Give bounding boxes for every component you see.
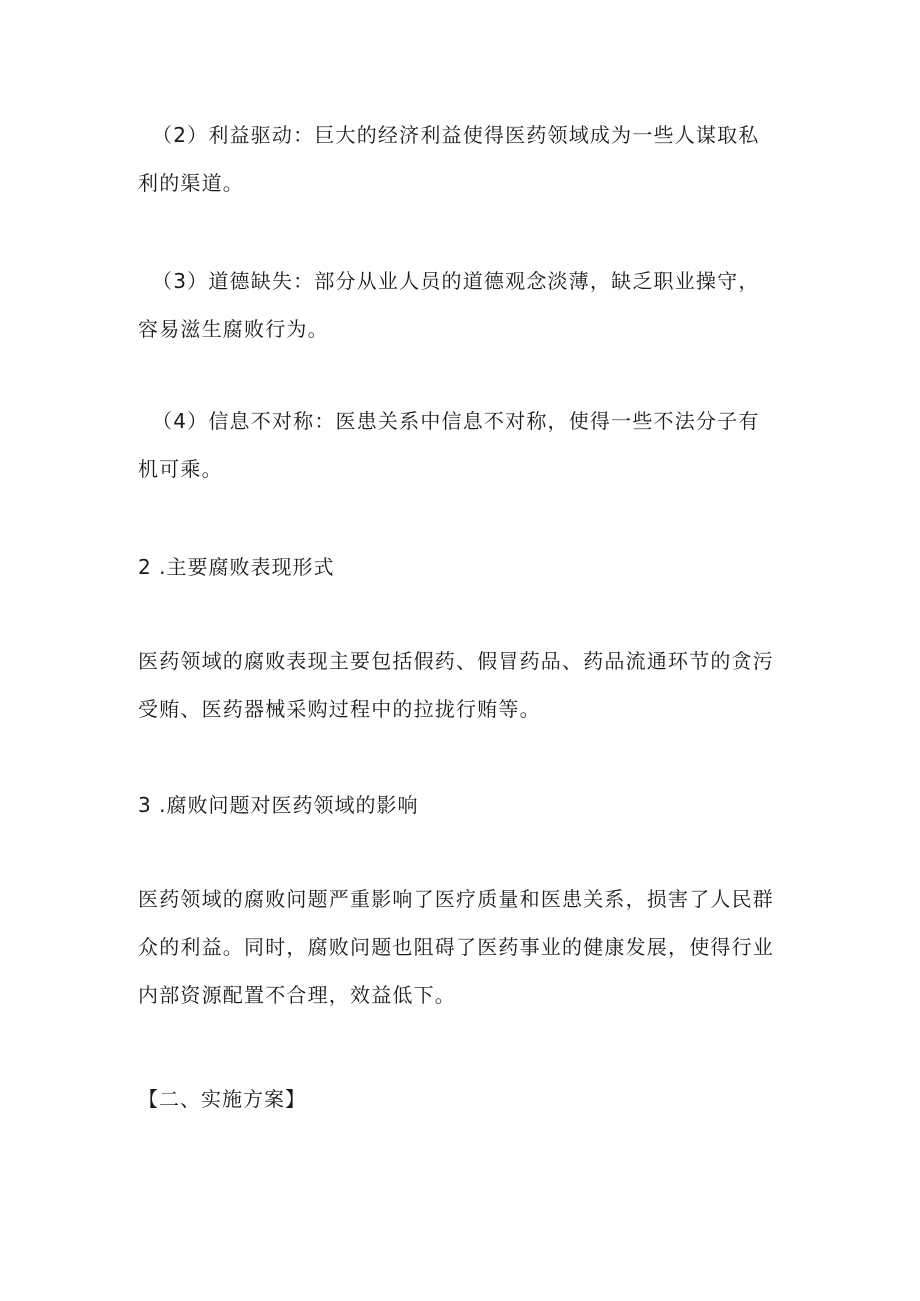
paragraph-3-line-1: （3）道德缺失：部分从业人员的道德观念淡薄，缺乏职业操守， (152, 269, 760, 293)
impact-line-3: 内部资源配置不合理，效益低下。 (138, 983, 456, 1007)
paragraph-4-line-1: （4）信息不对称：医患关系中信息不对称，使得一些不法分子有 (152, 409, 760, 433)
part-two-heading: 【二、实施方案】 (138, 1087, 306, 1111)
paragraph-3-line-2: 容易滋生腐败行为。 (138, 317, 329, 341)
paragraph-2-line-1: （2）利益驱动：巨大的经济利益使得医药领域成为一些人谋取私 (152, 123, 760, 147)
manifestations-line-2: 受贿、医药器械采购过程中的拉拢行贿等。 (138, 697, 541, 721)
paragraph-2-line-2: 利的渠道。 (138, 171, 244, 195)
section-heading-2: 2 .主要腐败表现形式 (138, 555, 335, 579)
manifestations-line-1: 医药领域的腐败表现主要包括假药、假冒药品、药品流通环节的贪污 (138, 649, 774, 673)
impact-line-2: 众的利益。同时，腐败问题也阻碍了医药事业的健康发展，使得行业 (138, 935, 774, 959)
section-heading-3: 3 .腐败问题对医药领域的影响 (138, 793, 419, 817)
paragraph-4-line-2: 机可乘。 (138, 457, 223, 481)
impact-line-1: 医药领域的腐败问题严重影响了医疗质量和医患关系，损害了人民群 (138, 887, 774, 911)
